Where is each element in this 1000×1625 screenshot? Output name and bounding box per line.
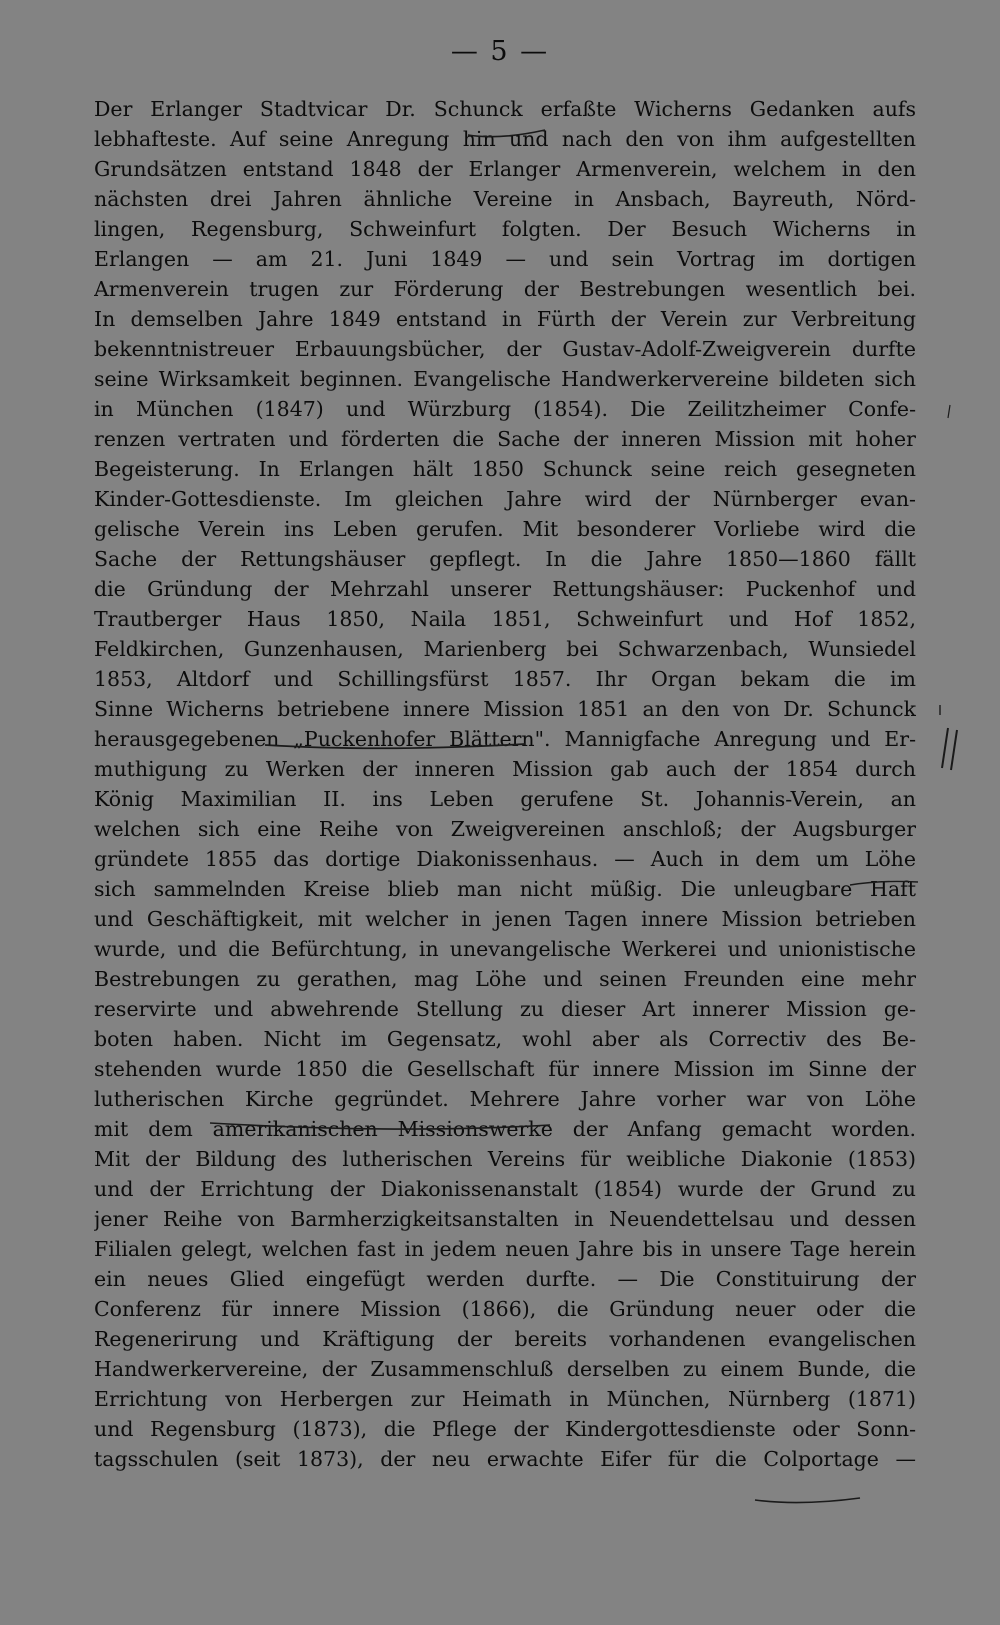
text-line: stehenden wurde 1850 die Gesellschaft für innere Mission im Sinne der — [94, 1057, 916, 1081]
text-line: lebhafteste. Auf seine Anregung hin und nach den von ihm aufgestellten — [94, 127, 916, 151]
text-line: Filialen gelegt, welchen fast in jedem neuen Jahre bis in unsere Tage herein — [94, 1237, 916, 1261]
text-line: bekenntnistreuer Erbauungsbücher, der Gustav-Adolf-Zweigverein durfte — [94, 337, 916, 361]
text-line: welchen sich eine Reihe von Zweigvereinen anschloß; der Augsburger — [94, 817, 916, 841]
text-line: Armenverein trugen zur Förderung der Bestrebungen wesentlich bei. — [94, 277, 916, 301]
text-line: jener Reihe von Barmherzigkeitsanstalten in Neuendettelsau und dessen — [94, 1207, 916, 1231]
text-line: und Geschäftigkeit, mit welcher in jenen Tagen innere Mission betrieben — [94, 907, 916, 931]
text-line: Sinne Wicherns betriebene innere Mission 1851 an den von Dr. Schunck — [94, 697, 916, 721]
text-line: Regenerirung und Kräftigung der bereits vorhandenen evangelischen — [94, 1327, 916, 1351]
text-line: in München (1847) und Würzburg (1854). Die Zeilitzheimer Confe- — [94, 397, 916, 421]
text-line: lutherischen Kirche gegründet. Mehrere Jahre vorher war von Löhe — [94, 1087, 916, 1111]
margin-stroke — [951, 730, 957, 770]
text-line: die Gründung der Mehrzahl unserer Rettungshäuser: Puckenhof und — [94, 577, 916, 601]
text-line: Kinder-Gottesdienste. Im gleichen Jahre wird der Nürnberger evan- — [94, 487, 916, 511]
text-line: Trautberger Haus 1850, Naila 1851, Schweinfurt und Hof 1852, — [94, 607, 916, 631]
text-line: Bestrebungen zu gerathen, mag Löhe und seinen Freunden eine mehr — [94, 967, 916, 991]
text-line: 1853, Altdorf und Schillingsfürst 1857. Ihr Organ bekam die im — [94, 667, 916, 691]
text-line: Errichtung von Herbergen zur Heimath in München, Nürnberg (1871) — [94, 1387, 916, 1411]
text-line: Grundsätzen entstand 1848 der Erlanger Armenverein, welchem in den — [94, 157, 916, 181]
text-line: und der Errichtung der Diakonissenanstalt (1854) wurde der Grund zu — [94, 1177, 916, 1201]
text-line: und Regensburg (1873), die Pflege der Kindergottesdienste oder Sonn- — [94, 1417, 916, 1441]
text-line: Conferenz für innere Mission (1866), die Gründung neuer oder die — [94, 1297, 916, 1321]
text-line: herausgegebenen „Puckenhofer Blättern". Mannigfache Anregung und Er- — [94, 727, 916, 751]
text-line: Feldkirchen, Gunzenhausen, Marienberg bei Schwarzenbach, Wunsiedel — [94, 637, 916, 661]
text-line: gründete 1855 das dortige Diakonissenhaus. — Auch in dem um Löhe — [94, 847, 916, 871]
text-line: Sache der Rettungshäuser gepflegt. In die Jahre 1850—1860 fällt — [94, 547, 916, 571]
text-line: mit dem amerikanischen Missionswerke der Anfang gemacht worden. — [94, 1117, 916, 1141]
text-line: sich sammelnden Kreise blieb man nicht müßig. Die unleugbare Haft — [94, 877, 916, 901]
text-line: renzen vertraten und förderten die Sache der inneren Mission mit hoher — [94, 427, 916, 451]
text-line: nächsten drei Jahren ähnliche Vereine in Ansbach, Bayreuth, Nörd- — [94, 187, 916, 211]
margin-stroke — [942, 728, 948, 768]
body-text — [94, 94, 916, 1474]
underline-mark — [755, 1498, 860, 1503]
text-line: wurde, und die Befürchtung, in unevangelische Werkerei und unionistische — [94, 937, 916, 961]
text-line: ein neues Glied eingefügt werden durfte. — Die Constituirung der — [94, 1267, 916, 1291]
text-line: gelische Verein ins Leben gerufen. Mit besonderer Vorliebe wird die — [94, 517, 916, 541]
text-line: seine Wirksamkeit beginnen. Evangelische Handwerkervereine bildeten sich — [94, 367, 916, 391]
text-line: Mit der Bildung des lutherischen Vereins für weibliche Diakonie (1853) — [94, 1147, 916, 1171]
text-line: Handwerkervereine, der Zusammenschluß derselben zu einem Bunde, die — [94, 1357, 916, 1381]
text-line: König Maximilian II. ins Leben gerufene St. Johannis-Verein, an — [94, 787, 916, 811]
text-line: Erlangen — am 21. Juni 1849 — und sein Vortrag im dortigen — [94, 247, 916, 271]
text-line: muthigung zu Werken der inneren Mission gab auch der 1854 durch — [94, 757, 916, 781]
margin-stroke — [948, 405, 950, 418]
text-line: Begeisterung. In Erlangen hält 1850 Schunck seine reich gesegneten — [94, 457, 916, 481]
text-line: In demselben Jahre 1849 entstand in Fürth der Verein zur Verbreitung — [94, 307, 916, 331]
text-line: reservirte und abwehrende Stellung zu dieser Art innerer Mission ge- — [94, 997, 916, 1021]
text-line: Der Erlanger Stadtvicar Dr. Schunck erfaßte Wicherns Gedanken aufs — [94, 97, 916, 121]
text-line: lingen, Regensburg, Schweinfurt folgten. Der Besuch Wicherns in — [94, 217, 916, 241]
text-line: boten haben. Nicht im Gegensatz, wohl aber als Correctiv des Be- — [94, 1027, 916, 1051]
text-line: tagsschulen (seit 1873), der neu erwachte Eifer für die Colportage — — [94, 1447, 916, 1471]
page-number: — 5 — — [450, 36, 550, 67]
